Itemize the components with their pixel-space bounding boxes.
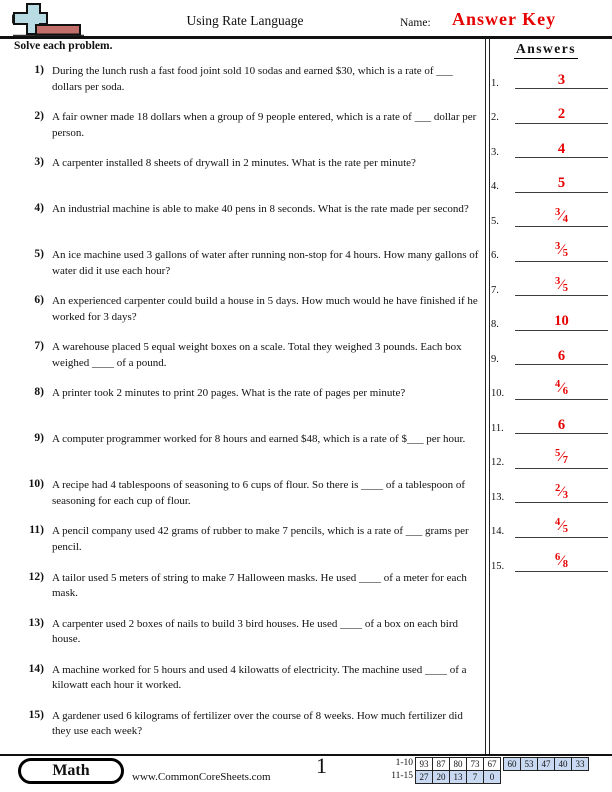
problem-text: A pencil company used 42 grams of rubber to make 7 pencils, which is a rate of ___ grams per pencil. xyxy=(52,525,469,553)
score-cell: 27 xyxy=(415,770,433,784)
header-rule xyxy=(0,36,612,39)
score-cells xyxy=(416,757,589,771)
fraction-slash: ⁄ xyxy=(560,449,563,465)
answer-row xyxy=(491,331,608,366)
problem-item xyxy=(22,340,484,386)
problem-number: 14) xyxy=(28,662,44,675)
fraction-denominator: 5 xyxy=(562,248,568,259)
problem-item xyxy=(22,663,484,709)
fraction-denominator: 7 xyxy=(562,455,568,466)
score-cells xyxy=(416,770,501,784)
answer-number: 10. xyxy=(491,388,505,399)
problem-text: A computer programmer worked for 8 hours and earned $48, which is a rate of $___ per hour. xyxy=(52,433,466,446)
problem-item xyxy=(22,617,484,663)
problem-number: 7) xyxy=(34,340,44,353)
score-cell: 80 xyxy=(449,757,467,771)
problem-number: 1) xyxy=(34,64,44,76)
problem-item xyxy=(22,248,484,294)
answer-value xyxy=(515,449,608,469)
problem-number: 9) xyxy=(34,432,44,445)
answer-number: 15. xyxy=(491,560,505,572)
answer-row xyxy=(491,469,608,504)
problem-item xyxy=(22,156,484,202)
score-cell: 13 xyxy=(449,770,467,784)
answer-value: 3 xyxy=(515,73,608,90)
answer-row xyxy=(491,365,608,400)
fraction-denominator: 5 xyxy=(562,282,568,294)
answer-value: 10 xyxy=(515,314,608,331)
problem-number: 2) xyxy=(34,110,44,123)
problem-text: A machine worked for 5 hours and used 4 kilowatts of electricity. The machine used ____ of a kilowatt each hour it worked. xyxy=(52,663,467,692)
fraction-denominator: 6 xyxy=(562,386,568,397)
answer-row xyxy=(491,503,608,538)
fraction-slash: ⁄ xyxy=(560,276,563,293)
answers-divider xyxy=(485,38,490,754)
answer-value: 5 xyxy=(515,176,608,193)
problem-item xyxy=(22,202,484,248)
score-row xyxy=(380,757,589,771)
name-label: Name: xyxy=(400,17,431,29)
fraction-slash: ⁄ xyxy=(560,207,563,224)
score-cell: 47 xyxy=(537,757,555,771)
answers-heading: Answers xyxy=(514,41,578,59)
score-cell: 33 xyxy=(571,757,589,771)
problem-text: An industrial machine is able to make 40 pens in 8 seconds. What is the rate made per second? xyxy=(52,203,469,216)
problem-text: During the lunch rush a fast food joint sold 10 sodas and earned $30, which is a rate of ___ dollars per soda. xyxy=(52,65,453,93)
answer-value xyxy=(515,484,608,504)
problem-text: A carpenter used 2 boxes of nails to build 3 bird houses. He used ____ of a box on each bird house. xyxy=(52,617,458,646)
answer-row xyxy=(491,227,608,262)
answer-row xyxy=(491,434,608,469)
problem-item xyxy=(22,64,484,110)
problem-number: 5) xyxy=(34,248,44,261)
problem-number: 4) xyxy=(34,202,44,215)
fraction-numerator: 3 xyxy=(554,206,561,218)
fraction-numerator: 4 xyxy=(554,379,561,390)
score-row-label: 1-10 xyxy=(395,758,413,768)
fraction-denominator: 4 xyxy=(562,213,568,225)
answer-value: 4 xyxy=(515,142,608,159)
score-cell: 87 xyxy=(432,757,450,771)
problem-text: A recipe had 4 tablespoons of seasoning to 6 cups of flour. So there is ____ of a tablespoon of seasoning for each cup of flour. xyxy=(52,479,466,507)
problem-text: An experienced carpenter could build a house in 5 days. How much would he have finished if he worked for 3 days? xyxy=(52,295,478,323)
problem-number: 3) xyxy=(34,156,44,169)
answer-number: 7. xyxy=(491,284,499,296)
plus-block-logo-icon xyxy=(12,1,100,39)
problem-text: A fair owner made 18 dollars when a group of 9 people entered, which is a rate of ___ dollar per person. xyxy=(52,111,477,139)
answer-number: 6. xyxy=(491,250,499,261)
fraction-numerator: 3 xyxy=(554,241,561,252)
worksheet-title: Using Rate Language xyxy=(186,13,304,28)
answer-value xyxy=(515,553,608,573)
answer-value: 6 xyxy=(515,418,608,435)
problem-text: An ice machine used 3 gallons of water after running non-stop for 4 hours. How many gallons of water did it use each hour? xyxy=(52,249,479,277)
subject-badge: Math xyxy=(18,758,124,784)
problem-number: 10) xyxy=(28,478,44,491)
score-table xyxy=(380,757,589,784)
answer-number: 9. xyxy=(491,353,499,365)
fraction-numerator: 2 xyxy=(554,482,561,494)
problem-item xyxy=(22,571,484,617)
problem-text: A gardener used 6 kilograms of fertilizer over the course of 8 weeks. How much fertilizer did they use each week? xyxy=(52,709,463,738)
problem-number: 11) xyxy=(29,524,44,537)
problem-number: 12) xyxy=(28,570,44,583)
fraction-slash: ⁄ xyxy=(560,242,563,258)
answer-number: 8. xyxy=(491,319,499,330)
score-cell: 53 xyxy=(520,757,538,771)
score-cell: 73 xyxy=(466,757,484,771)
footer-rule xyxy=(0,754,612,756)
answer-number: 4. xyxy=(491,181,499,192)
score-cell: 60 xyxy=(503,757,521,771)
answer-row xyxy=(491,158,608,193)
answer-row xyxy=(491,538,608,573)
answer-number: 13. xyxy=(491,491,505,503)
fraction-numerator: 4 xyxy=(554,517,561,528)
problem-text: A warehouse placed 5 equal weight boxes on a scale. Total they weighed 3 pounds. Each box weighed ____ of a pound. xyxy=(52,341,462,369)
score-cell: 40 xyxy=(554,757,572,771)
score-cell: 7 xyxy=(466,770,484,784)
score-cell: 93 xyxy=(415,757,433,771)
page-number: 1 xyxy=(316,753,327,778)
score-cell: 0 xyxy=(483,770,501,784)
answer-value xyxy=(515,242,608,262)
answer-row xyxy=(491,124,608,159)
answer-row xyxy=(491,89,608,124)
answer-row xyxy=(491,193,608,228)
answer-row xyxy=(491,262,608,297)
fraction-slash: ⁄ xyxy=(560,518,563,534)
fraction-denominator: 3 xyxy=(562,489,568,501)
answer-row xyxy=(491,296,608,331)
answer-row xyxy=(491,400,608,435)
answer-number: 11. xyxy=(491,422,504,434)
fraction-denominator: 8 xyxy=(562,558,568,570)
fraction-numerator: 3 xyxy=(554,275,561,287)
answer-value xyxy=(515,208,608,228)
problem-number: 8) xyxy=(34,386,44,399)
answer-value: 6 xyxy=(515,349,608,366)
answer-number: 5. xyxy=(491,215,499,227)
problem-item xyxy=(22,386,484,432)
answers-list xyxy=(491,55,608,573)
problems-list xyxy=(22,64,484,755)
answer-value: 2 xyxy=(515,107,608,124)
answer-number: 3. xyxy=(491,146,499,158)
fraction-slash: ⁄ xyxy=(560,380,563,396)
score-row xyxy=(380,770,589,784)
problem-item xyxy=(22,294,484,340)
website-text: www.CommonCoreSheets.com xyxy=(132,771,271,783)
fraction-slash: ⁄ xyxy=(560,483,563,500)
problem-item xyxy=(22,709,484,755)
problem-item xyxy=(22,478,484,524)
answer-value xyxy=(515,518,608,538)
fraction-numerator: 6 xyxy=(554,551,561,563)
score-row-label: 11-15 xyxy=(391,771,413,781)
problem-number: 15) xyxy=(28,708,44,721)
answer-key-label: Answer Key xyxy=(452,9,557,29)
fraction-slash: ⁄ xyxy=(560,552,563,569)
answer-value xyxy=(515,380,608,400)
answer-number: 2. xyxy=(491,112,499,123)
problem-number: 13) xyxy=(28,616,44,629)
fraction-numerator: 5 xyxy=(554,448,561,459)
instructions-text: Solve each problem. xyxy=(14,40,113,52)
score-cell: 20 xyxy=(432,770,450,784)
problem-text: A carpenter installed 8 sheets of drywall in 2 minutes. What is the rate per minute? xyxy=(52,157,416,170)
answer-value xyxy=(515,277,608,297)
problem-text: A tailor used 5 meters of string to make 7 Halloween masks. He used ____ of a meter for each mask. xyxy=(52,571,467,600)
answer-number: 1. xyxy=(491,77,499,89)
problem-text: A printer took 2 minutes to print 20 pages. What is the rate of pages per minute? xyxy=(52,387,406,400)
problem-item xyxy=(22,524,484,570)
fraction-denominator: 5 xyxy=(562,524,568,535)
answer-row xyxy=(491,55,608,90)
answer-number: 12. xyxy=(491,457,505,468)
problem-item xyxy=(22,432,484,478)
problem-number: 6) xyxy=(34,294,44,307)
problem-item xyxy=(22,110,484,156)
score-cell: 67 xyxy=(483,757,501,771)
answer-number: 14. xyxy=(491,526,505,537)
brick-icon xyxy=(36,25,80,35)
